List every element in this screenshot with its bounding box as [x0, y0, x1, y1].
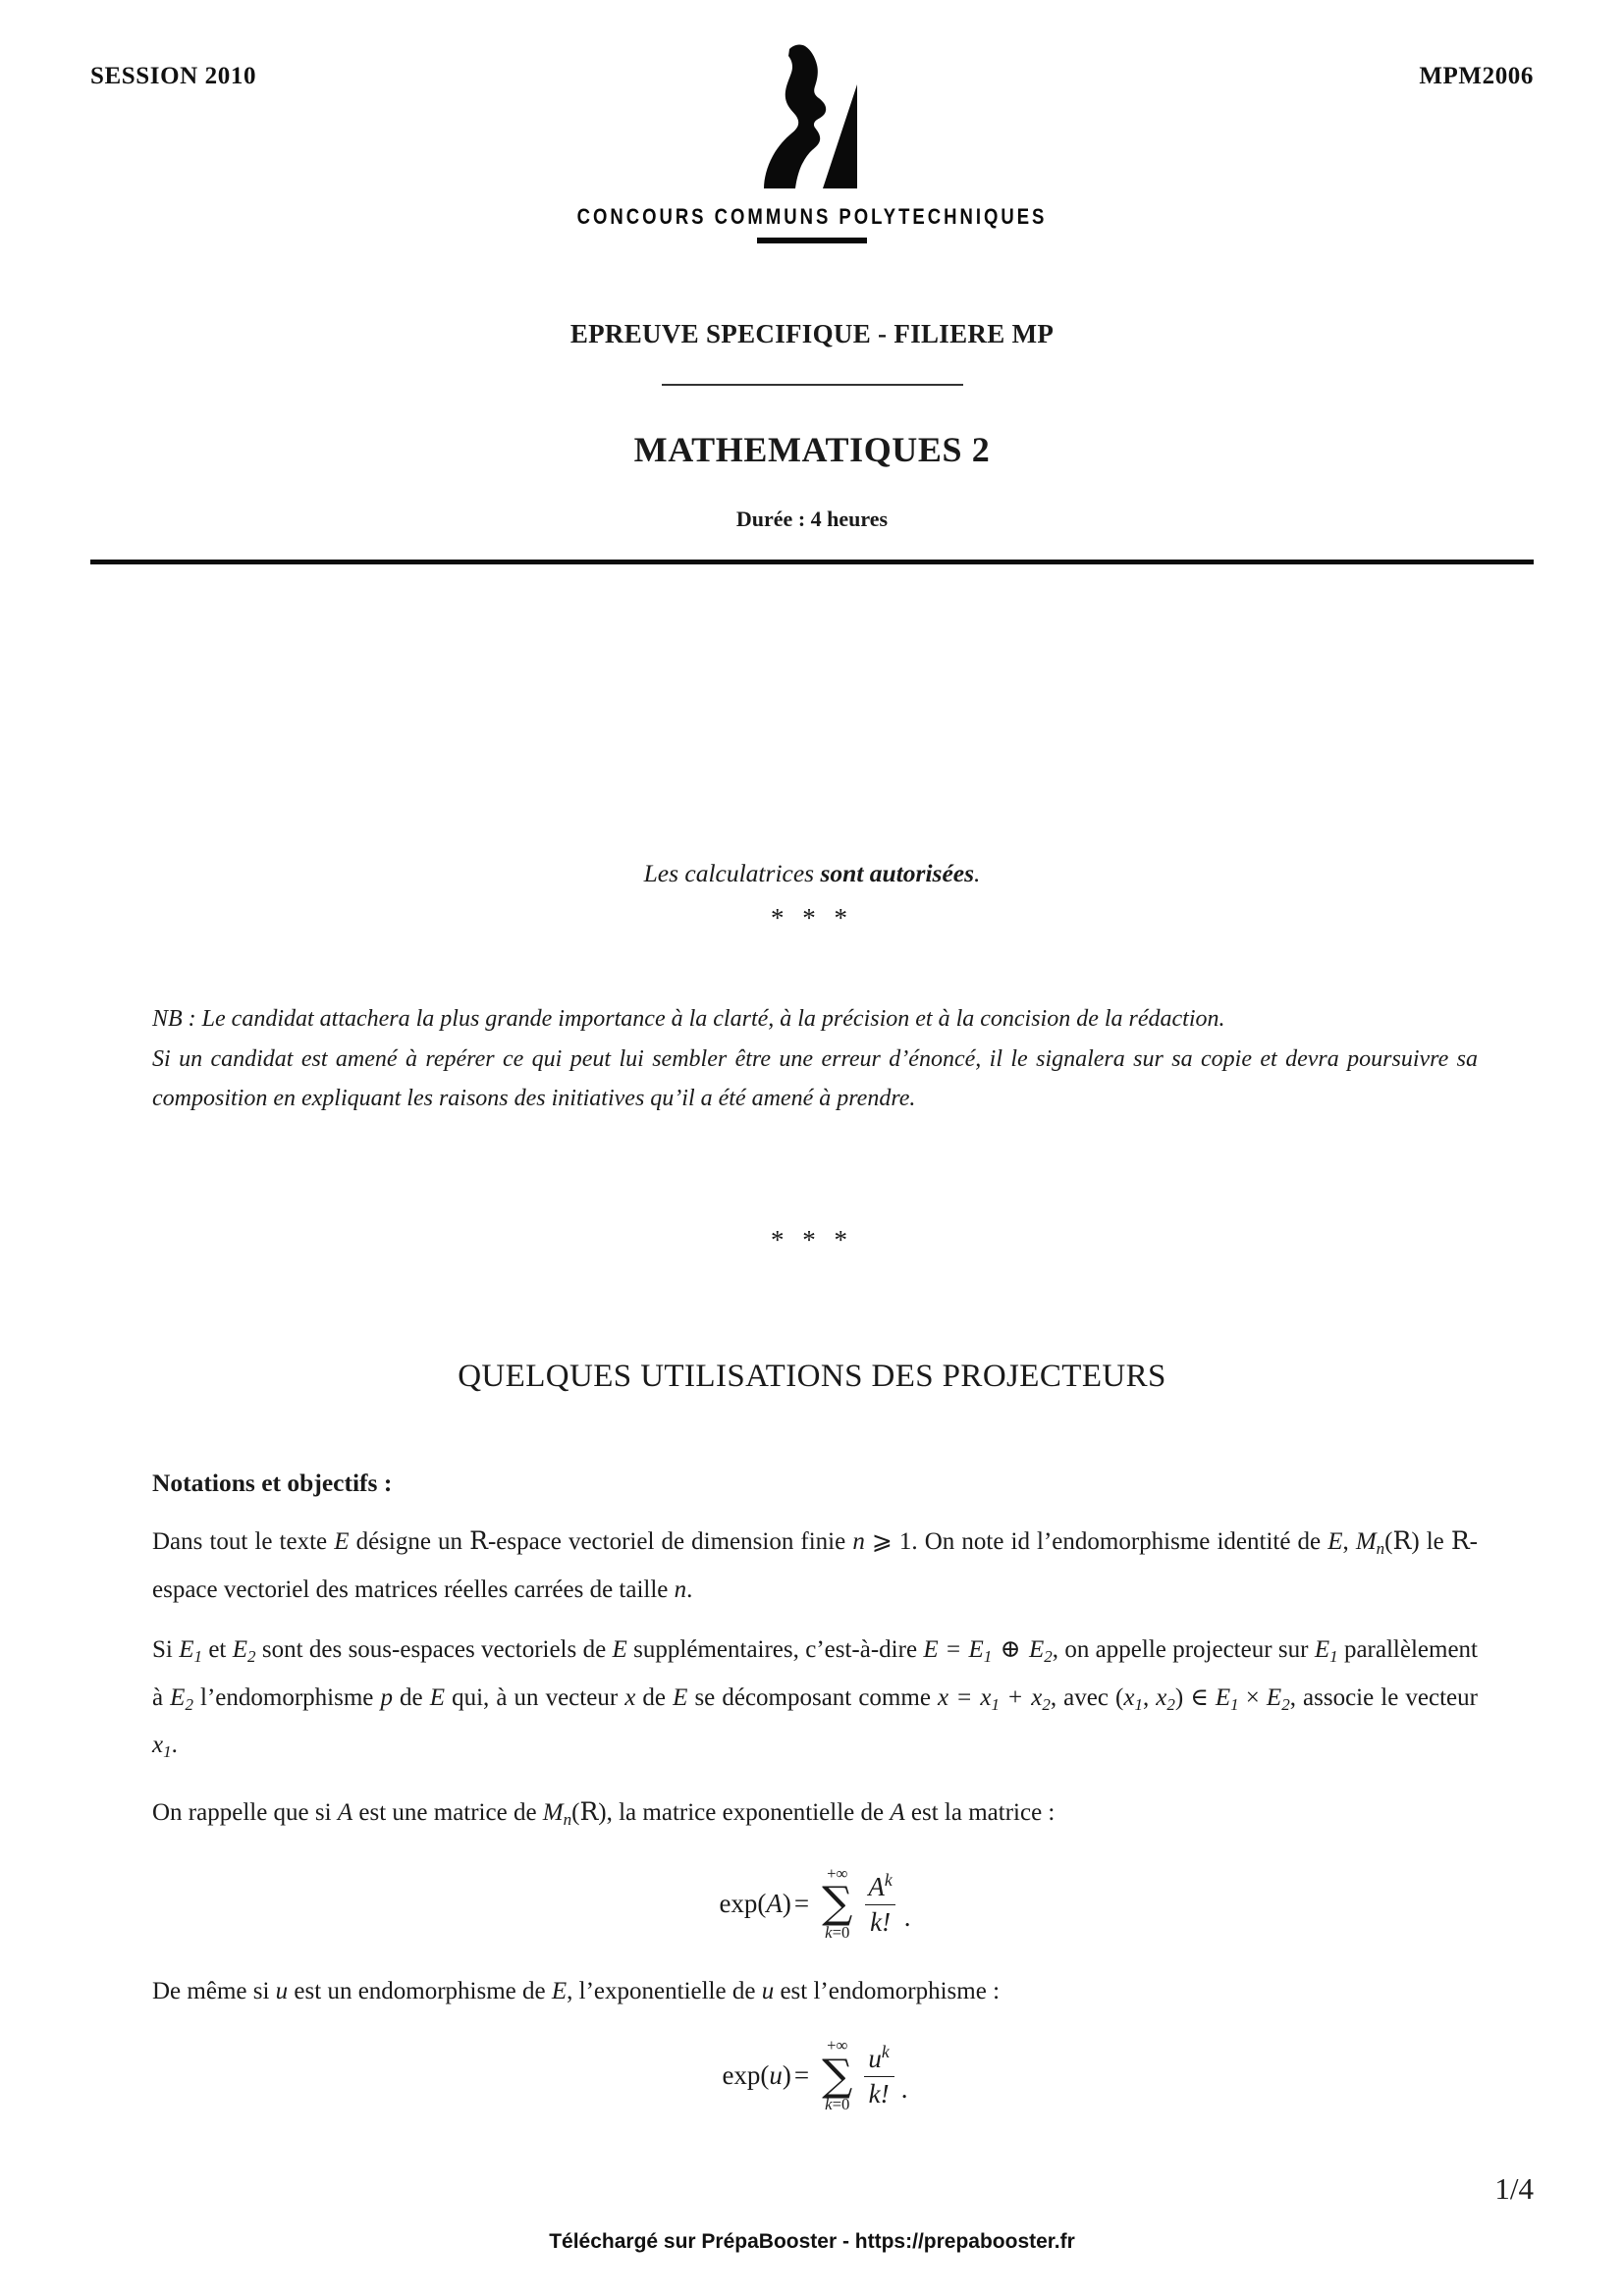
math-var: A — [890, 1799, 905, 1826]
text-fragment: est un endomorphisme de — [288, 1977, 552, 2004]
math-subscript: 1 — [983, 1646, 993, 1666]
paragraph-definitions — [152, 1521, 1478, 1611]
ccp-silhouette-logo-icon — [729, 41, 895, 198]
subject-code-label: MPM2006 — [1419, 63, 1534, 89]
text-fragment: qui, à un vecteur — [445, 1683, 625, 1711]
sum-lower-limit — [825, 2097, 849, 2113]
math-subscript: 2 — [1044, 1646, 1053, 1666]
equation-period: . — [903, 1901, 911, 1932]
math-subscript: 2 — [1166, 1694, 1175, 1714]
math-var: u — [761, 1977, 775, 2004]
paren-open: ( — [760, 2060, 770, 2091]
sum-index-var: k — [825, 2095, 833, 2114]
math-var: E — [1327, 1528, 1343, 1555]
text-fragment: Si — [152, 1635, 180, 1663]
page-number: 1/4 — [1494, 2171, 1534, 2206]
exp-function-name: exp — [719, 1889, 758, 1919]
math-var: E — [1215, 1683, 1231, 1711]
math-var: x — [1123, 1683, 1135, 1711]
math-var: A — [868, 1871, 885, 1901]
math-subscript: 1 — [193, 1646, 202, 1666]
sum-upper-limit: +∞ — [827, 2035, 848, 2055]
math-exponent: k — [881, 2041, 890, 2061]
text-fragment: est la matrice : — [904, 1799, 1056, 1826]
text-fragment: ( — [571, 1799, 580, 1826]
math-var: E — [1314, 1635, 1330, 1663]
math-subscript: 2 — [1042, 1694, 1051, 1714]
summation-operator — [822, 2035, 853, 2114]
text-fragment: , l’exponentielle de — [567, 1977, 762, 2004]
text-fragment: , on appelle projecteur sur — [1052, 1635, 1315, 1663]
text-fragment: , — [1342, 1528, 1356, 1555]
paragraph-projector-definition — [152, 1629, 1478, 1773]
math-var: p — [380, 1683, 393, 1711]
math-subscript: 2 — [247, 1646, 256, 1666]
calculators-notice-prefix: Les calculatrices — [643, 859, 821, 887]
text-fragment: et — [201, 1635, 233, 1663]
text-fragment: × — [1238, 1683, 1267, 1711]
math-blackboard-r: R — [579, 1797, 599, 1826]
logo-wordmark: CONCOURS COMMUNS POLYTECHNIQUES — [576, 204, 1048, 229]
calculators-notice — [0, 859, 1624, 888]
equals-sign: = — [793, 2060, 810, 2091]
math-var: E — [334, 1528, 350, 1555]
display-equation-exp-A — [152, 1863, 1478, 1943]
display-equation-exp-u — [152, 2035, 1478, 2114]
math-operator: + — [1001, 1683, 1030, 1711]
summation-operator — [822, 1863, 853, 1943]
nb-instructions-block — [152, 999, 1478, 1119]
sum-upper-limit: +∞ — [827, 1863, 848, 1883]
header-separator-rule — [90, 560, 1534, 564]
math-var: u — [769, 2060, 783, 2091]
equals-sign: = — [793, 1889, 810, 1919]
math-blackboard-r: R — [469, 1526, 488, 1555]
math-blackboard-r: R — [1392, 1526, 1412, 1555]
fraction-numerator — [863, 2042, 893, 2076]
text-fragment: de — [635, 1683, 674, 1711]
math-var: u — [275, 1977, 289, 2004]
math-operator: = — [940, 1635, 967, 1663]
text-fragment: , — [1142, 1683, 1157, 1711]
star-separator-top: * * * — [771, 903, 853, 933]
math-subscript: 1 — [163, 1742, 172, 1761]
exercise-main-heading: QUELQUES UTILISATIONS DES PROJECTEURS — [458, 1359, 1166, 1394]
text-fragment: Dans tout le texte — [152, 1528, 335, 1555]
math-subscript: 2 — [185, 1694, 193, 1714]
text-fragment: De même si — [152, 1977, 276, 2004]
math-var: A — [766, 1889, 783, 1919]
equation-lhs — [719, 1883, 790, 1924]
text-fragment: ⩾ 1. On note id l’endomorphisme identité de — [864, 1528, 1328, 1555]
math-var: E — [673, 1683, 688, 1711]
text-fragment: est l’endomorphisme : — [774, 1977, 1001, 2004]
math-var: E — [1266, 1683, 1282, 1711]
session-label: SESSION 2010 — [90, 63, 257, 89]
logo-underbar — [757, 238, 867, 243]
sigma-icon: ∑ — [822, 2050, 853, 2101]
math-var: n — [852, 1528, 865, 1555]
sum-index-var: k — [825, 1923, 833, 1943]
math-subscript: 1 — [991, 1694, 1000, 1714]
duration-label: Durée : 4 heures — [735, 507, 889, 531]
math-calligraphic-m: M — [542, 1799, 564, 1826]
calculators-notice-emphasis: sont autorisées — [820, 859, 975, 887]
math-var: n — [674, 1575, 687, 1603]
paragraph-endomorphism-exponential — [152, 1971, 1478, 2012]
text-fragment: -espace vectoriel de dimension finie — [487, 1528, 853, 1555]
fraction-denominator — [865, 1904, 895, 1938]
download-source-note: Téléchargé sur PrépaBooster - https://prepabooster.fr — [549, 2230, 1075, 2253]
math-subscript: 2 — [1281, 1694, 1290, 1714]
math-factorial: k! — [870, 1906, 892, 1937]
math-var: E — [923, 1635, 939, 1663]
text-fragment: . — [686, 1575, 693, 1603]
math-var: E — [551, 1977, 568, 2004]
math-var: E — [429, 1683, 445, 1711]
math-subscript: 1 — [1329, 1646, 1338, 1666]
math-operator: = — [950, 1683, 979, 1711]
math-operator: ⊕ — [994, 1635, 1027, 1663]
section-label-notations: Notations et objectifs : — [152, 1468, 393, 1497]
text-fragment: supplémentaires, c’est-à-dire — [626, 1635, 924, 1663]
text-fragment: se décomposant comme — [687, 1683, 938, 1711]
institution-logo-block — [0, 41, 1624, 243]
text-fragment: ( — [1384, 1528, 1393, 1555]
page-title: MATHEMATIQUES 2 — [633, 430, 991, 469]
exam-specific-line: EPREUVE SPECIFIQUE - FILIERE MP — [569, 319, 1055, 348]
text-fragment: est une matrice de — [352, 1799, 543, 1826]
equation-lhs — [722, 2055, 790, 2096]
calculators-notice-suffix: . — [974, 859, 981, 887]
text-fragment: , associe le vecteur — [1289, 1683, 1478, 1711]
equation-period: . — [900, 2073, 908, 2104]
text-fragment: ), la matrice exponentielle de — [598, 1799, 891, 1826]
paren-close: ) — [782, 1889, 791, 1919]
math-var: x — [938, 1683, 949, 1711]
text-fragment: ) le — [1411, 1528, 1451, 1555]
sum-index-start: =0 — [832, 2095, 850, 2114]
nb-paragraph-2: Si un candidat est amené à repérer ce qui peut lui sembler être une erreur d’énoncé, il le signalera sur sa copie et devra poursuivre sa composition en expliquant les raisons des initiatives qu’il a été amené à prendre. — [152, 1045, 1478, 1111]
math-var: A — [337, 1799, 353, 1826]
paren-open: ( — [757, 1889, 767, 1919]
math-var: x — [1156, 1683, 1167, 1711]
math-var: x — [1031, 1683, 1043, 1711]
sigma-icon: ∑ — [822, 1878, 853, 1929]
text-fragment: On rappelle que si — [152, 1799, 338, 1826]
math-factorial: k! — [868, 2078, 890, 2109]
fraction-denominator — [864, 2076, 894, 2109]
text-fragment: -espace vectoriel des matrices réelles carrées de taille — [152, 1528, 1478, 1603]
text-fragment: . — [171, 1732, 178, 1759]
fraction — [863, 1870, 896, 1938]
text-fragment: désigne un — [349, 1528, 470, 1555]
math-var: E — [968, 1635, 984, 1663]
math-var: E — [170, 1683, 186, 1711]
math-var: E — [232, 1635, 248, 1663]
math-blackboard-r: R — [1450, 1526, 1470, 1555]
fraction — [863, 2042, 893, 2109]
nb-paragraph-1: NB : Le candidat attachera la plus grande importance à la clarté, à la précision et à la concision de la rédaction. — [152, 1006, 1225, 1032]
math-var: x — [152, 1732, 164, 1759]
text-fragment: parallèlement à — [152, 1635, 1478, 1711]
math-subscript: n — [1376, 1538, 1385, 1558]
math-var: E — [1028, 1635, 1045, 1663]
math-var: E — [179, 1635, 194, 1663]
math-calligraphic-m: M — [1355, 1528, 1377, 1555]
text-fragment: sont des sous-espaces vectoriels de — [255, 1635, 613, 1663]
star-separator-bottom: * * * — [771, 1225, 853, 1255]
math-var: u — [868, 2043, 882, 2073]
math-var: x — [624, 1683, 636, 1711]
paren-close: ) — [782, 2060, 791, 2091]
math-exponent: k — [884, 1869, 893, 1890]
math-var: x — [980, 1683, 992, 1711]
text-fragment: l’endomorphisme — [192, 1683, 381, 1711]
body-content — [152, 1463, 1478, 2143]
math-subscript: n — [563, 1809, 572, 1829]
math-subscript: 1 — [1230, 1694, 1239, 1714]
math-subscript: 1 — [1134, 1694, 1143, 1714]
sum-lower-limit — [825, 1925, 849, 1942]
paragraph-matrix-exponential — [152, 1791, 1478, 1841]
title-divider-rule — [662, 384, 963, 386]
text-fragment: ) ∈ — [1174, 1683, 1216, 1711]
text-fragment: , avec ( — [1050, 1683, 1124, 1711]
text-fragment: de — [392, 1683, 430, 1711]
fraction-numerator — [863, 1870, 896, 1904]
exp-function-name: exp — [722, 2060, 761, 2091]
math-var: E — [612, 1635, 627, 1663]
sum-index-start: =0 — [832, 1923, 850, 1943]
